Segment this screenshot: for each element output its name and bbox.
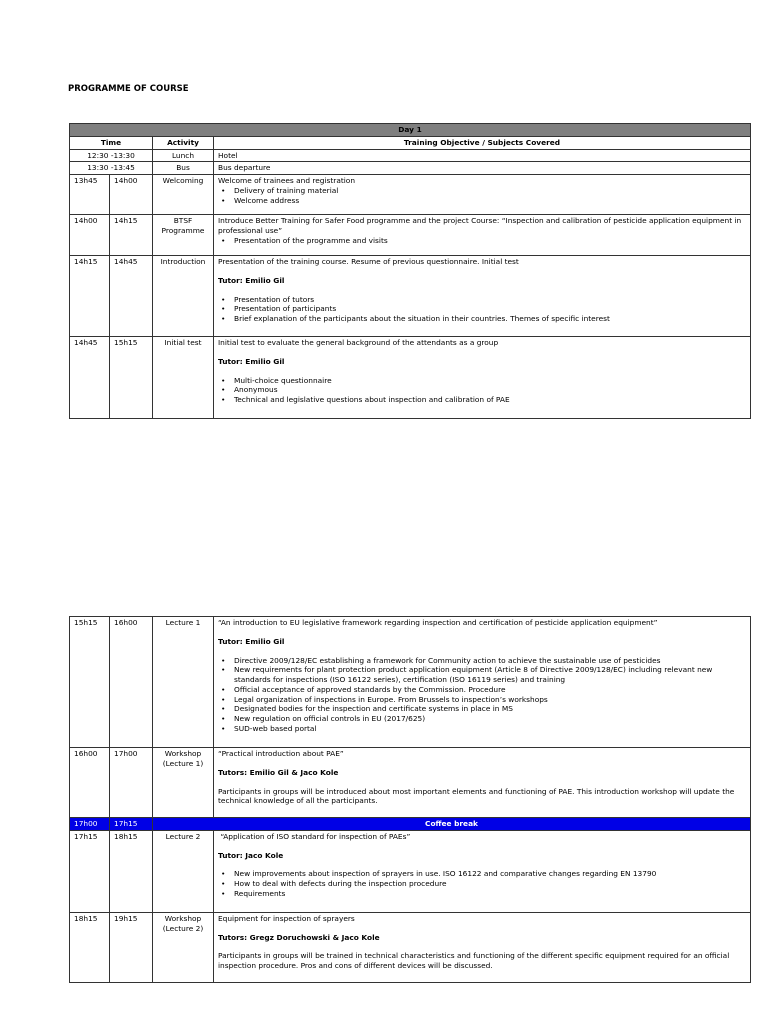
table-row: [70, 162, 751, 175]
row-content: [214, 337, 751, 419]
row-content: [214, 830, 751, 912]
row-content: [214, 256, 751, 337]
coffee-break-row: [70, 818, 751, 831]
row-end: 14h45: [110, 256, 153, 337]
row-content: [214, 215, 751, 256]
row-time: 13:30 -13:45: [70, 162, 153, 175]
bullet-list: [218, 295, 746, 324]
coffee-break-label: Coffee break: [153, 818, 751, 831]
schedule-table-continued: [69, 616, 751, 983]
row-end: 19h15: [110, 912, 153, 982]
table-row: [70, 215, 751, 256]
table-row: [70, 830, 751, 912]
day-label: Day 1: [70, 124, 751, 137]
row-tutor: Tutor: Emilio Gil: [218, 356, 285, 366]
row-start: 14h45: [70, 337, 110, 419]
row-paragraph: Participants in groups will be trained in technical characteristics and functioning of the different specific equipment required for an official inspection procedure. Pros and cons of different devices will be discussed.: [218, 951, 730, 971]
row-start: 18h15: [70, 912, 110, 982]
document-title: PROGRAMME OF COURSE: [68, 84, 189, 94]
row-tutor: Tutors: Emilio Gil & Jaco Kole: [218, 767, 339, 777]
list-item: • Delivery of training material: [234, 186, 746, 196]
row-text: Welcome of trainees and registration: [218, 176, 356, 186]
list-item: • Designated bodies for the inspection and certificate systems in place in MS: [234, 704, 746, 714]
row-end: 15h15: [110, 337, 153, 419]
row-text: Presentation of the training course. Resume of previous questionnaire. Initial test: [218, 257, 519, 267]
day-header-row: [70, 124, 751, 137]
row-start: 14h00: [70, 215, 110, 256]
header-activity: Activity: [153, 136, 214, 149]
list-item: • Presentation of tutors: [234, 295, 746, 305]
row-start: 15h15: [70, 617, 110, 748]
row-text: Initial test to evaluate the general background of the attendants as a group: [218, 338, 499, 348]
table-row: [70, 912, 751, 982]
row-activity: Lecture 1: [153, 617, 214, 748]
row-activity: Workshop (Lecture 1): [153, 748, 214, 818]
bullet-list: [218, 186, 746, 206]
list-item: • Legal organization of inspections in Europe. From Brussels to inspection’s workshops: [234, 695, 746, 705]
list-item: • Multi-choice questionnaire: [234, 376, 746, 386]
row-text: “Practical introduction about PAE”: [218, 749, 344, 758]
row-content: [214, 617, 751, 748]
list-item: • Directive 2009/128/EC establishing a framework for Community action to achieve the sustainable use of pesticides: [234, 656, 746, 666]
row-start: 17h00: [70, 818, 110, 831]
header-time: Time: [70, 136, 153, 149]
row-end: 17h00: [110, 748, 153, 818]
column-header-row: [70, 136, 751, 149]
row-activity: Bus: [153, 162, 214, 175]
row-content: [214, 748, 751, 818]
table-row: [70, 617, 751, 748]
row-end: 14h00: [110, 175, 153, 215]
row-text: Introduce Better Training for Safer Food programme and the project Course: “Inspection and calibration of pesticide application equipment in professional use”: [218, 216, 742, 235]
list-item: • SUD-web based portal: [234, 724, 746, 734]
header-objective: Training Objective / Subjects Covered: [214, 136, 751, 149]
row-activity: Welcoming: [153, 175, 214, 215]
row-tutor: Tutor: Jaco Kole: [218, 850, 284, 860]
bullet-list: [218, 656, 746, 734]
row-text: Equipment for inspection of sprayers: [218, 913, 355, 923]
row-end: 14h15: [110, 215, 153, 256]
list-item: • Welcome address: [234, 196, 746, 206]
row-tutor: Tutor: Emilio Gil: [218, 275, 285, 285]
row-paragraph: Participants in groups will be introduced about most important elements and functioning of PAE. This introduction workshop will update the technical knowledge of all the participants.: [218, 786, 735, 806]
table-row: [70, 337, 751, 419]
list-item: • New regulation on official controls in EU (2017/625): [234, 714, 746, 724]
list-item: • Brief explanation of the participants about the situation in their countries. Themes of specific interest: [234, 314, 746, 324]
row-activity: BTSF Programme: [153, 215, 214, 256]
row-tutor: Tutor: Emilio Gil: [218, 636, 285, 646]
row-activity: Workshop (Lecture 2): [153, 912, 214, 982]
list-item: • Presentation of the programme and visits: [234, 236, 746, 246]
table-row: [70, 748, 751, 818]
bullet-list: [218, 869, 746, 898]
list-item: • Requirements: [234, 889, 746, 899]
row-start: 14h15: [70, 256, 110, 337]
list-item: • Anonymous: [234, 385, 746, 395]
row-tutor: Tutors: Gregz Doruchowski & Jaco Kole: [218, 932, 380, 942]
row-time: 12:30 -13:30: [70, 149, 153, 162]
row-content: [214, 912, 751, 982]
list-item: • New requirements for plant protection product application equipment (Article 8 of Directive 2009/128/EC) including relevant new standards for inspections (ISO 16122 series), certification (ISO 16119 series) and training: [234, 665, 746, 685]
bullet-list: [218, 236, 746, 246]
list-item: • How to deal with defects during the inspection procedure: [234, 879, 746, 889]
row-text: Hotel: [214, 149, 751, 162]
table-row: [70, 256, 751, 337]
table-row: [70, 175, 751, 215]
row-end: 18h15: [110, 830, 153, 912]
bullet-list: [218, 376, 746, 405]
row-text: Bus departure: [214, 162, 751, 175]
schedule-table-day1: [69, 123, 751, 419]
row-start: 16h00: [70, 748, 110, 818]
list-item: • Technical and legislative questions about inspection and calibration of PAE: [234, 395, 746, 405]
row-activity: Lecture 2: [153, 830, 214, 912]
row-end: 17h15: [110, 818, 153, 831]
row-content: [214, 175, 751, 215]
row-start: 17h15: [70, 830, 110, 912]
row-activity: Initial test: [153, 337, 214, 419]
list-item: • Official acceptance of approved standards by the Commission. Procedure: [234, 685, 746, 695]
list-item: • New improvements about inspection of sprayers in use. ISO 16122 and comparative changes regarding EN 13790: [234, 869, 746, 879]
row-text: “An introduction to EU legislative framework regarding inspection and certification of pesticide application equipment”: [218, 618, 658, 627]
row-text: “Application of ISO standard for inspection of PAEs”: [218, 831, 411, 841]
list-item: • Presentation of participants: [234, 304, 746, 314]
row-activity: Introduction: [153, 256, 214, 337]
row-end: 16h00: [110, 617, 153, 748]
table-row: [70, 149, 751, 162]
row-start: 13h45: [70, 175, 110, 215]
row-activity: Lunch: [153, 149, 214, 162]
